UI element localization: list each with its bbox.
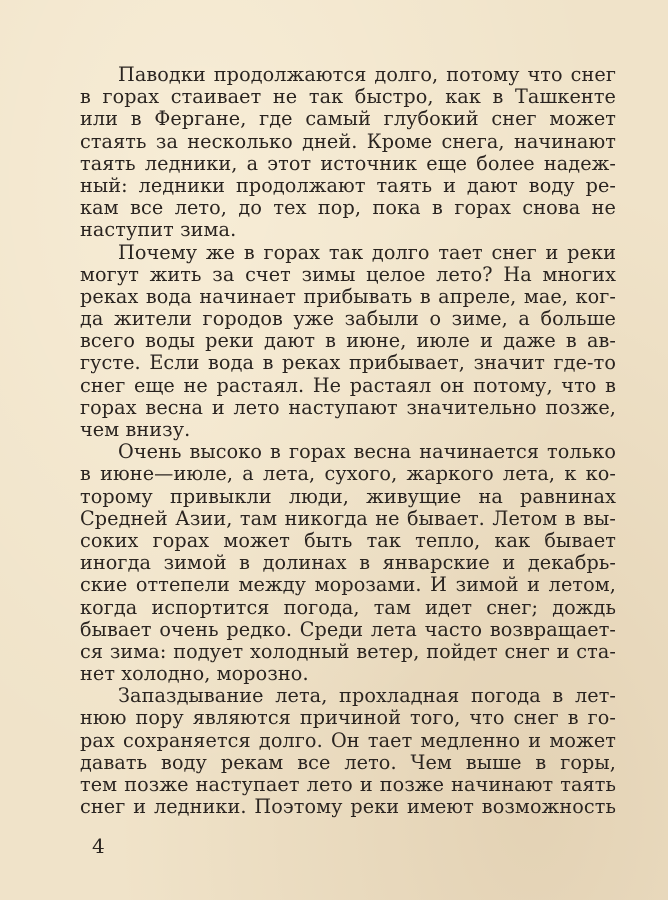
text-line: рах сохраняется долго. Он тает медленно и может bbox=[80, 728, 616, 752]
text-line: Запаздывание лета, прохладная погода в лет- bbox=[118, 684, 616, 708]
text-line: да жители городов уже забыли о зиме, а больше bbox=[80, 307, 616, 331]
text-line: таять ледники, а этот источник еще более надеж- bbox=[80, 151, 616, 175]
text-line: давать воду рекам все лето. Чем выше в горы, bbox=[80, 750, 616, 774]
text-line: всего воды реки дают в июне, июле и даже в ав- bbox=[80, 329, 616, 353]
text-line: реках вода начинает прибывать в апреле, мае, ког- bbox=[80, 284, 616, 308]
text-line: Средней Азии, там никогда не бывает. Летом в вы- bbox=[80, 506, 616, 530]
text-line: ный: ледники продолжают таять и дают воду ре- bbox=[80, 173, 616, 197]
text-line: чем внизу. bbox=[80, 418, 191, 441]
text-line: тем позже наступает лето и позже начинают таять bbox=[80, 773, 616, 796]
text-line: снег еще не растаял. Не растаял он потому, что в bbox=[80, 373, 616, 397]
text-line: горах весна и лето наступают значительно позже, bbox=[80, 395, 616, 419]
text-line: или в Фергане, где самый глубокий снег может bbox=[80, 107, 616, 131]
text-line: густе. Если вода в реках прибывает, значит где-то bbox=[80, 351, 616, 375]
text-line: соких горах может быть так тепло, как бывает bbox=[80, 528, 616, 552]
text-line: бывает очень редко. Среди лета часто возвращает- bbox=[80, 617, 616, 641]
text-line: снег и ледники. Поэтому реки имеют возможность bbox=[80, 795, 616, 819]
text-line: в июне—июле, а лета, сухого, жаркого лета, к ко- bbox=[80, 462, 616, 486]
text-line: когда испортится погода, там идет снег; дождь bbox=[80, 595, 616, 619]
text-line: иногда зимой в долинах в январские и декабрь- bbox=[80, 551, 616, 575]
text-line: наступит зима. bbox=[80, 218, 237, 242]
body-text bbox=[80, 64, 616, 818]
page-number: 4 bbox=[92, 834, 105, 858]
text-line: ся зима: подует холодный ветер, пойдет снег и ста- bbox=[80, 639, 616, 663]
text-line: в горах стаивает не так быстро, как в Ташкенте bbox=[80, 85, 616, 109]
text-line: Очень высоко в горах весна начинается только bbox=[118, 440, 616, 464]
text-line: кам все лето, до тех пор, пока в горах снова не bbox=[80, 196, 616, 220]
text-line: Паводки продолжаются долго, потому что снег bbox=[118, 63, 616, 86]
text-line: ские оттепели между морозами. И зимой и летом, bbox=[80, 573, 616, 597]
text-line: стаять за несколько дней. Кроме снега, начинают bbox=[80, 129, 616, 153]
text-line: нет холодно, морозно. bbox=[80, 662, 309, 686]
text-line: нюю пору являются причиной того, что снег в го- bbox=[80, 706, 616, 730]
text-line: Почему же в горах так долго тает снег и реки bbox=[118, 240, 616, 264]
text-line: могут жить за счет зимы целое лето? На многих bbox=[80, 262, 616, 286]
text-line: торому привыкли люди, живущие на равнинах bbox=[80, 484, 616, 508]
